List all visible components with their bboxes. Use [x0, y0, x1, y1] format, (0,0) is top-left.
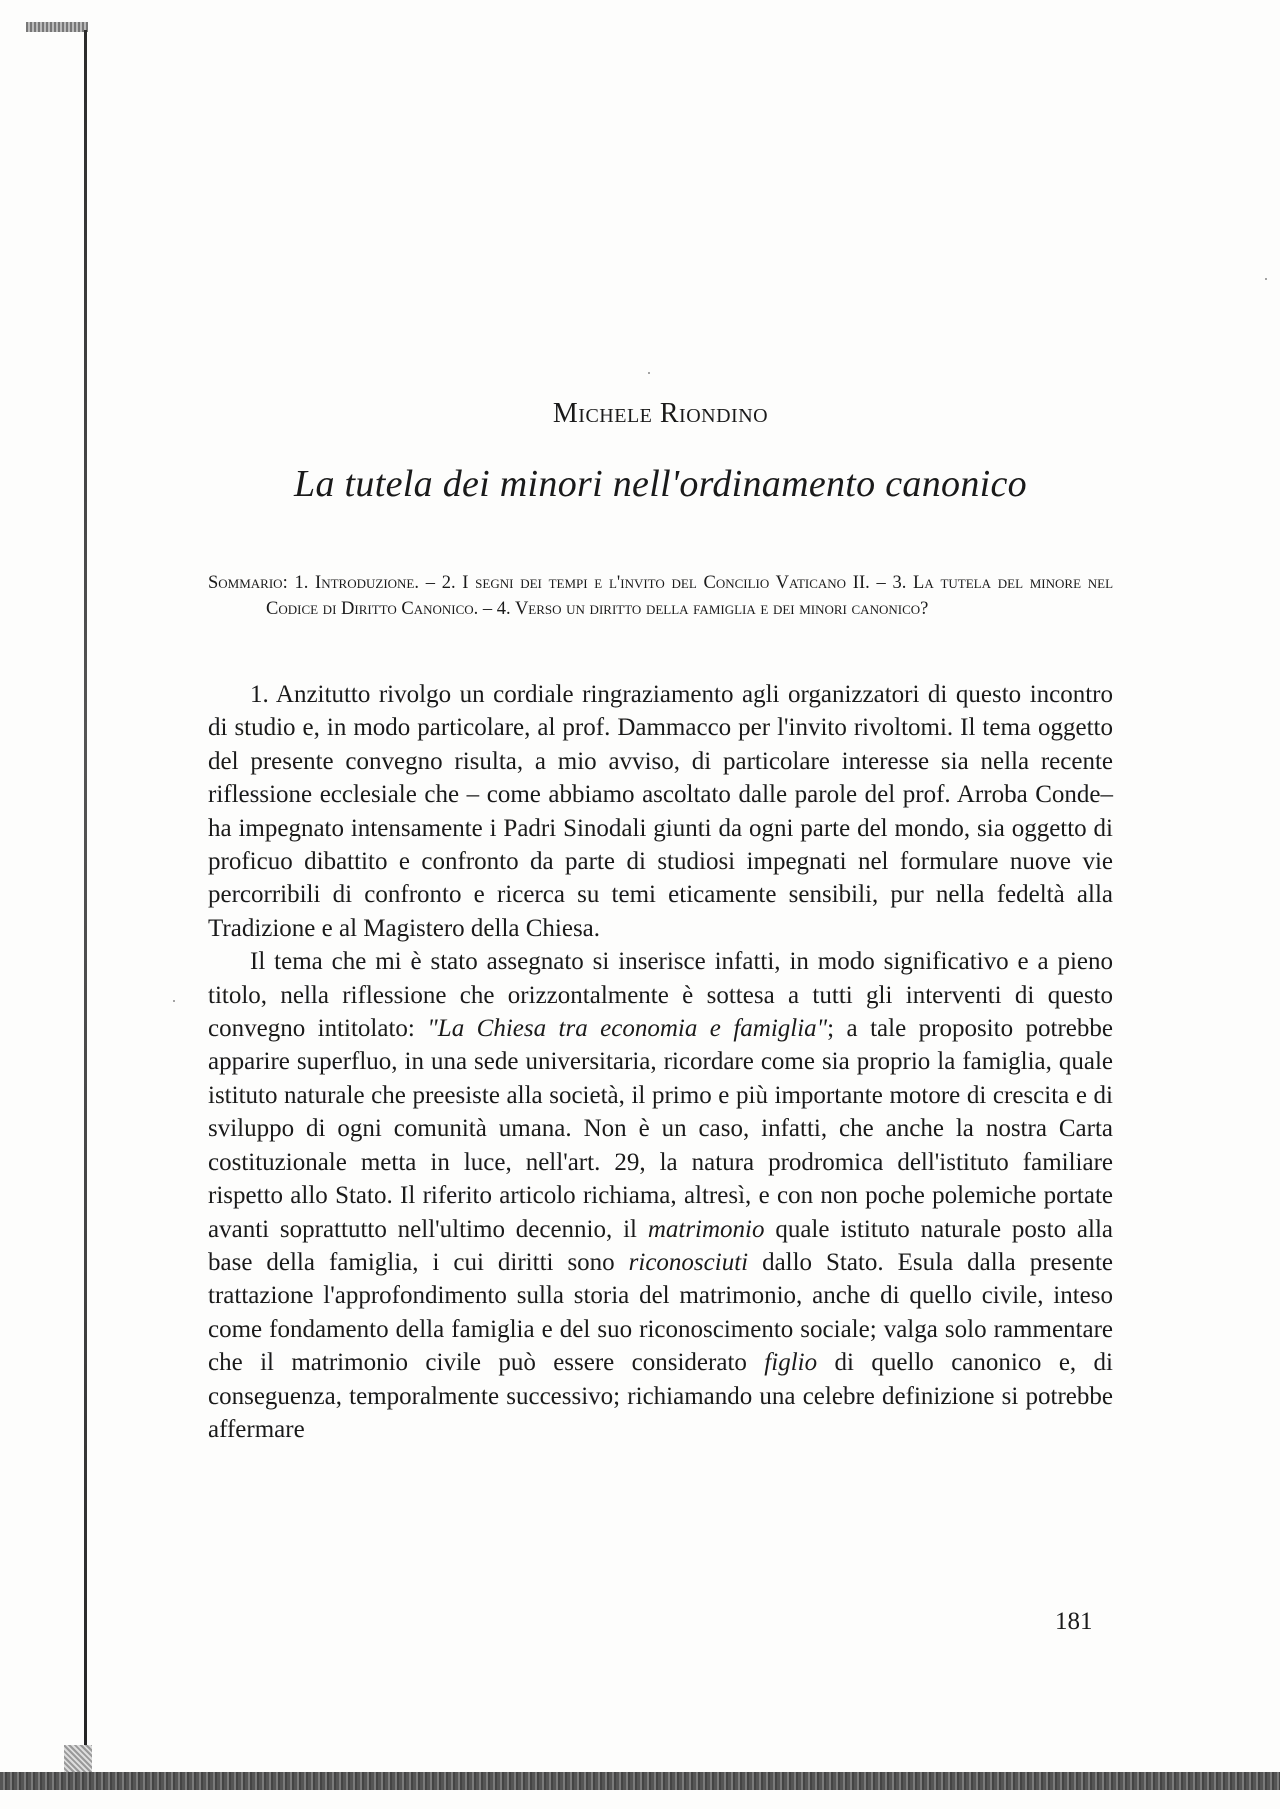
scan-edge-top: [26, 22, 88, 32]
convegno-title-quote: "La Chiesa tra economia e famiglia": [427, 1015, 828, 1043]
paragraph-2-text: di quello canonico e, di conseguenza, temporalmente successivo; richiamando una celebre definizione si potrebbe affermare: [208, 1349, 1113, 1443]
paragraph-2-text: ; a tale proposito potrebbe apparire superfluo, in una sede universitaria, ricordare come sia proprio la famiglia, quale istituto naturale che preesiste alla società, il primo e più importante motore di crescita e di sviluppo di ogni comunità umana. Non è un caso, infatti, che anche la nostra Carta costituzionale metta in luce, nell'art. 29, la natura prodromica dell'istituto familiare rispetto allo Stato. Il riferito articolo richiama, altresì, e con non poche polemiche portate avanti soprattutto nell'ultimo decennio, il: [208, 1015, 1113, 1243]
scan-corner: [64, 1745, 92, 1775]
scan-speck: [648, 372, 650, 374]
paragraph-2: [208, 945, 1113, 1446]
paragraph-2-text: dallo Stato. Esula dalla presente trattazione l'approfondimento sulla storia del matrimonio, anche di quello civile, inteso come fondamento della famiglia e del suo riconoscimento sociale; valga solo rammentare che il matrimonio civile può essere considerato: [208, 1248, 1114, 1377]
page-number: 181: [1055, 1608, 1093, 1635]
body-text: [208, 678, 1113, 1446]
article-title: La tutela dei minori nell'ordinamento canonico: [294, 463, 1027, 505]
paragraph-1-text: Anzitutto rivolgo un cordiale ringraziamento agli organizzatori di questo incontro di studio e, in modo particolare, al prof. Dammacco per l'invito rivoltomi. Il tema oggetto del presente convegno risulta, a mio avviso, di particolare interesse sia nella recente riflessione ecclesiale che – come abbiamo ascoltato dalle parole del prof. Arroba Conde– ha impegnato intensamente i Padri Sinodali giunti da ogni parte del mondo, sia oggetto di proficuo dibattito e confronto da parte di studiosi impegnati nel formulare nuove vie percorribili di confronto e ricerca su temi eticamente sensibili, pur nella fedeltà alla Tradizione e al Magistero della Chiesa.: [208, 681, 1114, 942]
scan-left-edge: [84, 30, 87, 1775]
summary-label: Sommario:: [208, 573, 288, 593]
section-number: 1.: [250, 681, 269, 708]
emphasis: riconosciuti: [628, 1248, 749, 1276]
summary: [208, 570, 1113, 622]
emphasis: figlio: [764, 1349, 818, 1377]
emphasis: matrimonio: [647, 1215, 765, 1243]
scan-speck: [1265, 278, 1267, 280]
paragraph-2-text: Il tema che mi è stato assegnato si inserisce infatti, in modo significativo e a pieno titolo, nella riflessione che orizzontalmente è sottesa a tutti gli interventi di questo convegno intitolato:: [208, 948, 1113, 1043]
author-name: Michele Riondino: [552, 398, 769, 429]
scan-bottom-edge: [0, 1772, 1280, 1790]
paragraph-1: [208, 678, 1113, 945]
scan-speck: [173, 1000, 175, 1002]
paragraph-2-text: quale istituto naturale posto alla base della famiglia, i cui diritti sono: [208, 1215, 1113, 1276]
summary-text: 1. Introduzione. – 2. I segni dei tempi e l'invito del Concilio Vaticano II. – 3. La tutela del minore nel Codice di Diritto Canonico. – 4. Verso un diritto della famiglia e dei minori canonico?: [266, 573, 1114, 619]
